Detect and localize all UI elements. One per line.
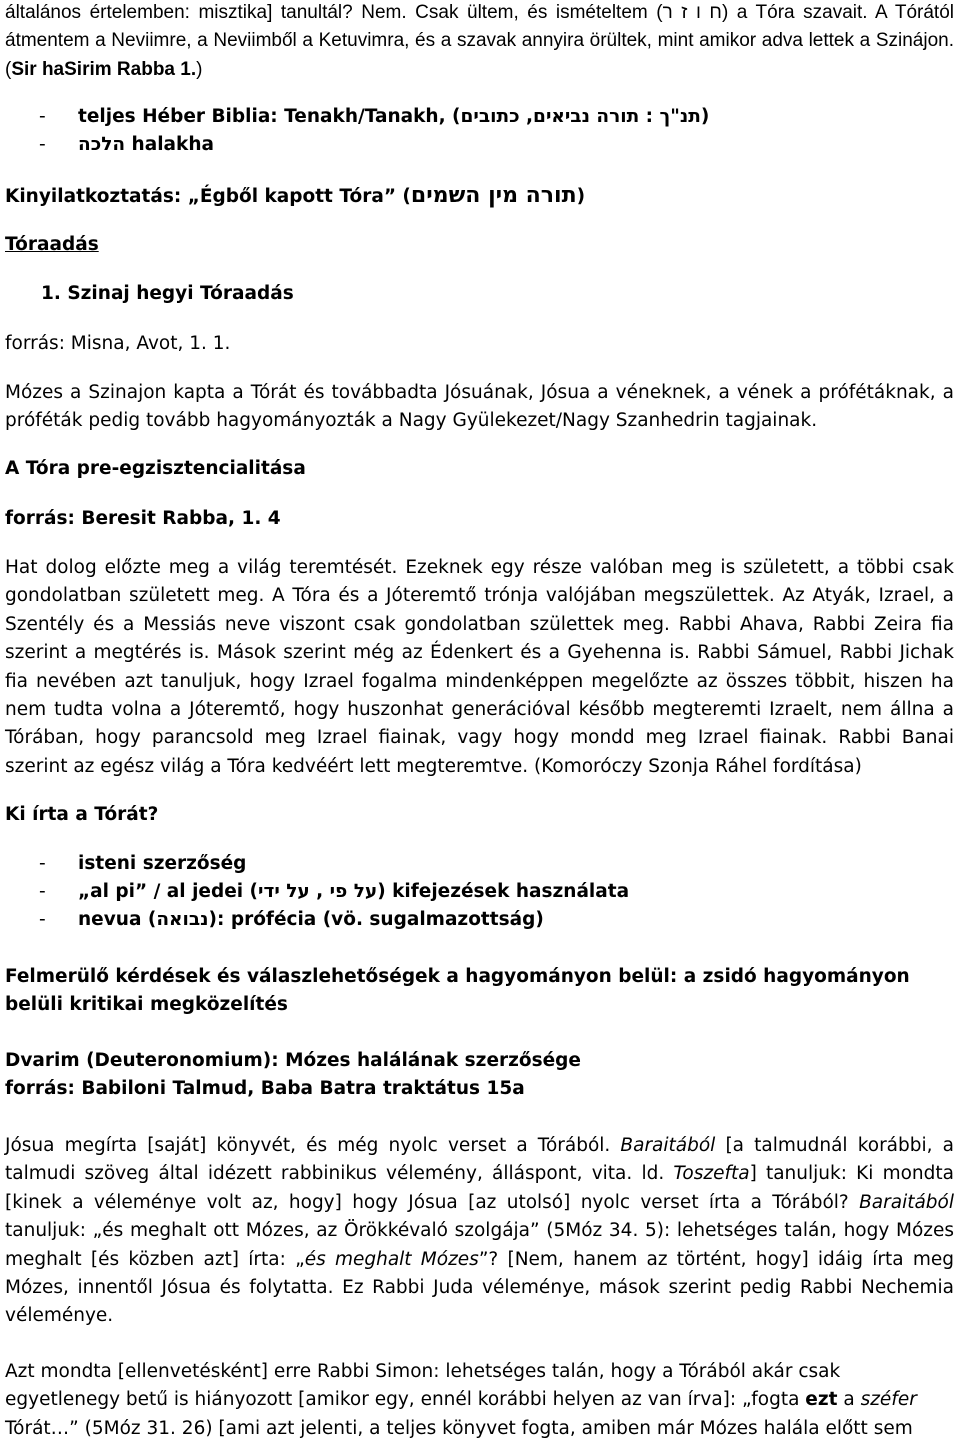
list-item-text: teljes Héber Biblia: Tenakh/Tanakh, (תנ"ך : תורה נביאים, כתובים)	[78, 106, 710, 127]
intro-text: ) a Tóra szavait. A Tórától átmentem a Neviimre, a Neviimből a Ketuvimra, és a szavak annyira örültek, mint amikor adva lettek a Szinájon. (	[5, 2, 954, 80]
talmud-paragraph: Jósua megírta [saját] könyvét, és még nyolc verset a Tórából. Baraitából [a talmudnál korábbi, a talmudi szöveg által idézett rabbinikus vélemény, álláspont, vita. ld. Toszefta] tanuljuk: Ki mondta [kinek a véleménye volt az, hogy] hogy Jósua [az utolsó] nyolc verset írta a Tórából? Baraitából tanuljuk: „és meghalt ott Mózes, az Örökkévaló szolgája” (5Móz 34. 5): lehetséges talán, hogy Mózes meghalt [és közben azt] írta: „és meghalt Mózes”? [Nem, hanem az történt, hogy] idáig írta meg Mózes, innentől Jósua és folytatta. Ez Rabbi Juda véleménye, mások szerint pedig Rabbi Nechemia véleménye.	[5, 1135, 954, 1327]
list-dash: -	[39, 853, 46, 874]
beresit-paragraph: Hat dolog előzte meg a világ teremtését. Ezeknek egy része valóban meg is született, a többi csak gondolatban született meg. A Tóra és a Jóteremtő trónja valójában megszülettek. Az Atyák, Izrael, a Szentély és a Messiás neve viszont csak gondolatban születtek meg. Rabbi Ahava, Rabbi Zeira fia szerint a megtérés is. Mások szerint még az Édenkert és a Gyehenna is. Rabbi Sámuel, Rabbi Jichak fia nevében azt tanuljuk, hogy Izrael fogalma mindenképpen megelőzte az összes többit, hiszen ha nem tudta volna a Jóteremtő, hogy huszonhat generációval később megteremti Izraelt, nem állna a Tórában, hogy parancsold meg Izrael fiainak, vagy hogy mondd meg Izrael fiainak. Rabbi Banai szerint az egész világ a Tóra kedvéért lett megteremtve. (Komoróczy Szonja Ráhel fordítása)	[5, 557, 954, 777]
list-dash: -	[39, 881, 46, 902]
hebrew-term: נבואה	[156, 909, 209, 930]
intro-source: Sir haSirim Rabba 1.	[11, 58, 197, 80]
simon-paragraph: Azt mondta [ellenvetésként] erre Rabbi Simon: lehetséges talán, hogy a Tórából akár csak egyetlenegy betű is hiányozott [amikor egy, ennél korábbi helyen az van írva]: „fogta ezt a széfer Tórát…” (5Móz 31. 26) [ami azt jelenti, a teljes könyvet fogta, amiben már Mózes halála előtt sem	[5, 1361, 917, 1439]
hebrew-term: הלכה	[78, 134, 126, 155]
source-misna: forrás: Misna, Avot, 1. 1.	[5, 333, 231, 354]
hebrew-term: ח ו ז ר	[662, 2, 722, 23]
list-item-text: הלכה halakha	[78, 134, 214, 155]
toraadas-heading: Tóraadás	[5, 234, 99, 255]
preexistence-heading: A Tóra pre-egzisztencialitása	[5, 458, 306, 479]
list-dash: -	[39, 134, 46, 155]
list-dash: -	[39, 909, 46, 930]
questions-heading: Felmerülő kérdések és válaszlehetőségek a hagyományon belül: a zsidó hagyományon belüli kritikai megközelítés	[5, 966, 910, 1016]
source-talmud: forrás: Babiloni Talmud, Baba Batra traktátus 15a	[5, 1078, 525, 1099]
dvarim-heading: Dvarim (Deuteronomium): Mózes halálának szerzősége	[5, 1050, 581, 1071]
hebrew-term: תורה מין השמים	[410, 183, 577, 208]
misna-paragraph: Mózes a Szinajon kapta a Tórát és továbbadta Jósuának, Jósua a véneknek, a vének a prófétáknak, a próféták pedig tovább hagyományozták a Nagy Gyülekezet/Nagy Szanhedrin tagjainak.	[5, 382, 954, 432]
list-item-text: isteni szerzőség	[78, 853, 247, 874]
who-wrote-heading: Ki írta a Tórát?	[5, 804, 159, 825]
sinai-heading: 1. Szinaj hegyi Tóraadás	[41, 283, 294, 304]
intro-paragraph	[5, 0, 954, 84]
hebrew-term: על פי , על ידי	[258, 881, 378, 902]
list-item-text: „al pi” / al jedei (על פי , על ידי) kifejezések használata	[78, 881, 630, 902]
list-dash: -	[39, 106, 46, 127]
intro-text: általános értelemben: misztika] tanultál? Nem. Csak ültem, és ismételtem (	[5, 2, 663, 23]
intro-text: )	[196, 58, 203, 80]
source-beresit: forrás: Beresit Rabba, 1. 4	[5, 508, 281, 529]
revelation-line: Kinyilatkoztatás: „Égből kapott Tóra” (תורה מין השמים)	[5, 183, 586, 208]
list-item-text: nevua (נבואה): prófécia (vö. sugalmazottság)	[78, 909, 544, 930]
hebrew-term: תנ"ך : תורה נביאים, כתובים	[460, 106, 701, 127]
